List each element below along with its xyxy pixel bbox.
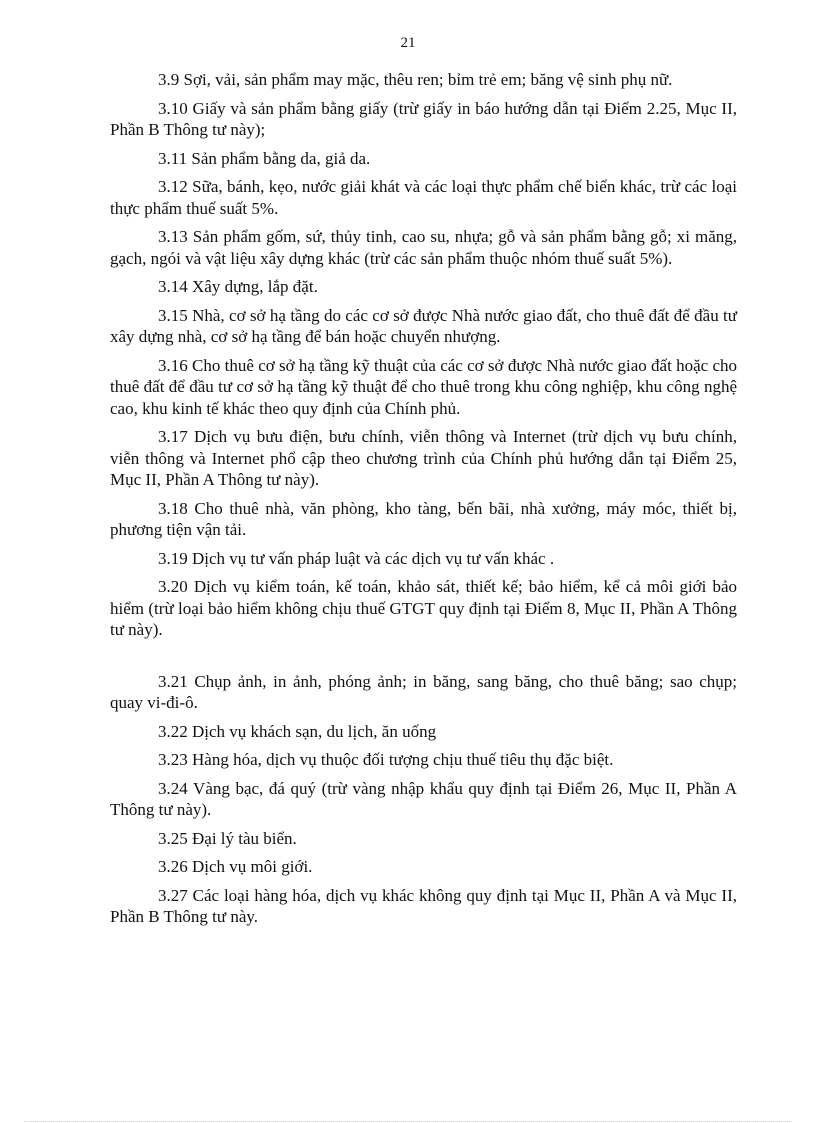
paragraph-3-23: 3.23 Hàng hóa, dịch vụ thuộc đối tượng chịu thuế tiêu thụ đặc biệt. (158, 750, 614, 769)
paragraph-3-12: 3.12 Sữa, bánh, kẹo, nước giải khát và các loại thực phẩm chế biến khác, trừ các loại thực phẩm thuế suất 5%. (110, 177, 737, 218)
paragraph-3-21: 3.21 Chụp ảnh, in ảnh, phóng ảnh; in băng, sang băng, cho thuê băng; sao chụp; quay vi-đi-ô. (110, 671, 737, 712)
page-bottom-divider (24, 1121, 792, 1122)
paragraph-3-11: 3.11 Sản phẩm bằng da, giả da. (158, 148, 371, 168)
paragraph-3-14: 3.14 Xây dựng, lắp đặt. (158, 277, 318, 296)
paragraph-3-10: 3.10 Giấy và sản phẩm bằng giấy (trừ giấy in báo hướng dẫn tại Điểm 2.25, Mục II, Phần B Thông tư này); (110, 98, 737, 139)
paragraph-3-27: 3.27 Các loại hàng hóa, dịch vụ khác không quy định tại Mục II, Phần A và Mục II, Phần B Thông tư này. (110, 885, 737, 926)
document-body (110, 69, 737, 935)
paragraph-3-24: 3.24 Vàng bạc, đá quý (trừ vàng nhập khẩu quy định tại Điểm 26, Mục II, Phần A Thông tư này). (110, 778, 737, 819)
paragraph-3-25: 3.25 Đại lý tàu biển. (158, 828, 297, 848)
page-number: 21 (400, 35, 416, 51)
paragraph-3-18: 3.18 Cho thuê nhà, văn phòng, kho tàng, bến bãi, nhà xưởng, máy móc, thiết bị, phương tiện vận tải. (110, 498, 737, 539)
paragraph-3-19: 3.19 Dịch vụ tư vấn pháp luật và các dịch vụ tư vấn khác . (158, 548, 555, 568)
paragraph-3-20: 3.20 Dịch vụ kiểm toán, kế toán, khảo sát, thiết kế; bảo hiểm, kể cả môi giới bảo hiểm (trừ loại bảo hiểm không chịu thuế GTGT quy định tại Điểm 8, Mục II, Phần A Thông tư này). (110, 577, 737, 639)
paragraph-3-15: 3.15 Nhà, cơ sở hạ tầng do các cơ sở được Nhà nước giao đất, cho thuê đất để đầu tư xây dựng nhà, cơ sở hạ tầng để bán hoặc chuyển nhượng. (110, 305, 737, 346)
paragraph-3-9: 3.9 Sợi, vải, sản phẩm may mặc, thêu ren; bỉm trẻ em; băng vệ sinh phụ nữ. (158, 70, 673, 89)
paragraph-3-16: 3.16 Cho thuê cơ sở hạ tầng kỹ thuật của các cơ sở được Nhà nước giao đất hoặc cho thuê đất để đầu tư cơ sở hạ tầng kỹ thuật để cho thuê trong khu công nghiệp, khu công nghệ cao, khu kinh tế khác theo quy định của Chính phủ. (110, 355, 737, 418)
paragraph-3-17: 3.17 Dịch vụ bưu điện, bưu chính, viễn thông và Internet (trừ dịch vụ bưu chính, viễn thông và Internet phổ cập theo chương trình của Chính phủ hướng dẫn tại Điểm 25, Mục II, Phần A Thông tư này). (110, 427, 737, 489)
paragraph-3-26: 3.26 Dịch vụ môi giới. (158, 857, 313, 876)
paragraph-3-22: 3.22 Dịch vụ khách sạn, du lịch, ăn uống (158, 721, 437, 741)
paragraph-3-13: 3.13 Sản phẩm gốm, sứ, thủy tinh, cao su, nhựa; gỗ và sản phẩm bằng gỗ; xi măng, gạch, ngói và vật liệu xây dựng khác (trừ các sản phẩm thuộc nhóm thuế suất 5%). (110, 227, 737, 268)
